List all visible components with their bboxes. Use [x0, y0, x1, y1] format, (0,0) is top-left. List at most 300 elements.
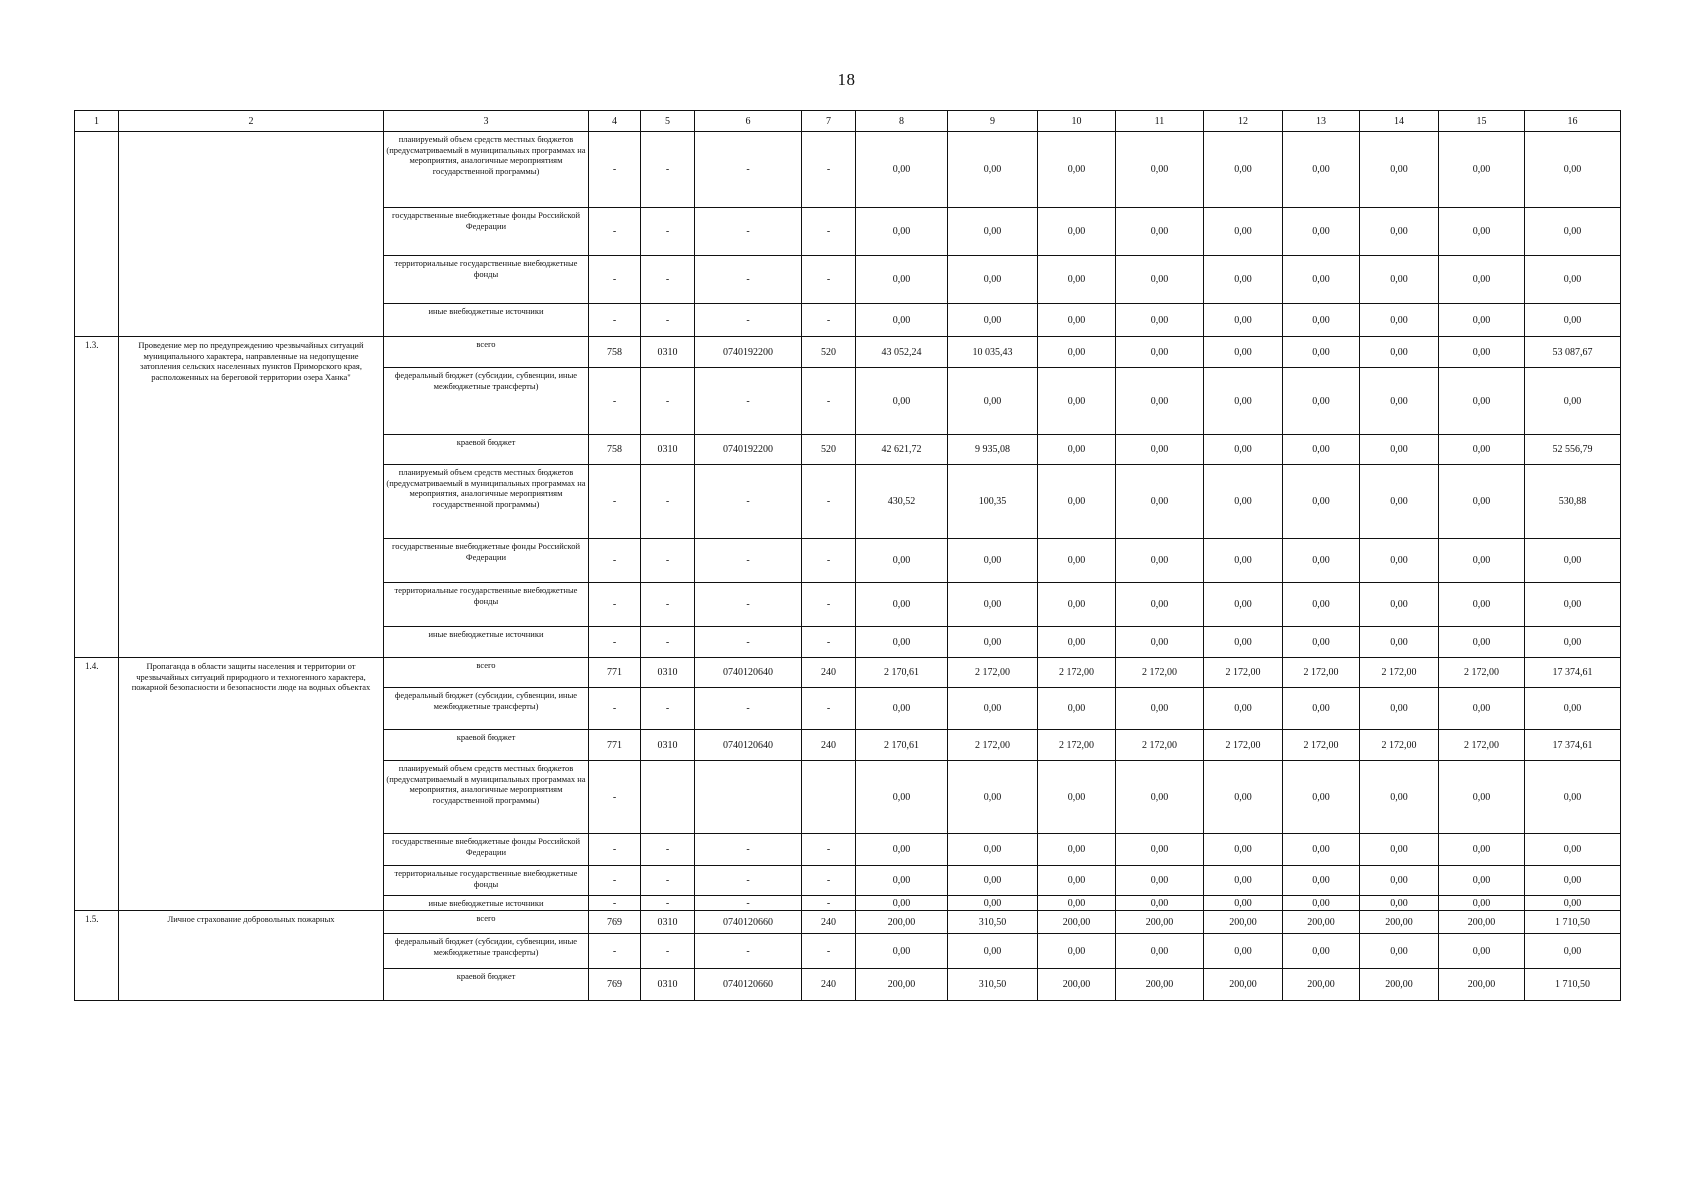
column-header: 14	[1360, 111, 1439, 132]
value-cell: -	[589, 465, 641, 539]
value-cell: 0,00	[1439, 465, 1525, 539]
value-cell: 52 556,79	[1525, 435, 1621, 465]
value-cell: -	[802, 132, 856, 208]
value-cell: 2 170,61	[856, 730, 948, 761]
value-cell: 2 170,61	[856, 658, 948, 688]
value-cell: 0,00	[948, 834, 1038, 866]
value-cell: 0740120640	[695, 658, 802, 688]
value-cell: 200,00	[1038, 911, 1116, 934]
value-cell: 0,00	[1283, 304, 1360, 337]
value-cell: 43 052,24	[856, 337, 948, 368]
value-cell: 0,00	[1525, 539, 1621, 583]
value-cell: 520	[802, 435, 856, 465]
value-cell: 0,00	[1116, 208, 1204, 256]
value-cell: -	[695, 866, 802, 896]
value-cell: 0,00	[856, 934, 948, 969]
value-cell: -	[802, 583, 856, 627]
value-cell: 0,00	[856, 896, 948, 911]
value-cell: 0,00	[1439, 132, 1525, 208]
value-cell: -	[695, 368, 802, 435]
value-cell: 0,00	[1525, 304, 1621, 337]
value-cell: -	[641, 368, 695, 435]
value-cell: 0,00	[1204, 866, 1283, 896]
value-cell: 0,00	[1439, 761, 1525, 834]
column-header: 10	[1038, 111, 1116, 132]
value-cell: 0,00	[1116, 627, 1204, 658]
funding-source-cell: территориальные государственные внебюджетные фонды	[384, 256, 589, 304]
value-cell: 0,00	[1439, 304, 1525, 337]
value-cell: 200,00	[1204, 969, 1283, 1001]
value-cell: 0,00	[1439, 368, 1525, 435]
value-cell: 240	[802, 911, 856, 934]
value-cell: 0,00	[1283, 866, 1360, 896]
value-cell: 100,35	[948, 465, 1038, 539]
value-cell: 0740192200	[695, 435, 802, 465]
value-cell: 0740120660	[695, 969, 802, 1001]
value-cell: -	[695, 465, 802, 539]
value-cell: 0,00	[1525, 761, 1621, 834]
value-cell: 1 710,50	[1525, 969, 1621, 1001]
value-cell: 0,00	[948, 368, 1038, 435]
value-cell: 0,00	[1360, 934, 1439, 969]
value-cell: 530,88	[1525, 465, 1621, 539]
value-cell: 0,00	[856, 761, 948, 834]
value-cell: -	[589, 896, 641, 911]
value-cell: 0,00	[1525, 934, 1621, 969]
funding-source-cell: планируемый объем средств местных бюджетов (предусматриваемый в муниципальных программах на мероприятия, аналогичные мероприятиям государственной программы)	[384, 465, 589, 539]
value-cell: 0,00	[1360, 304, 1439, 337]
value-cell: 771	[589, 658, 641, 688]
value-cell: 10 035,43	[948, 337, 1038, 368]
value-cell: 2 172,00	[1204, 730, 1283, 761]
value-cell: 0,00	[1439, 208, 1525, 256]
value-cell: 0,00	[1525, 688, 1621, 730]
column-header: 9	[948, 111, 1038, 132]
value-cell: 2 172,00	[1038, 658, 1116, 688]
value-cell: 0310	[641, 969, 695, 1001]
value-cell: 0,00	[1038, 465, 1116, 539]
funding-source-cell: всего	[384, 911, 589, 934]
activity-name-cell: Пропаганда в области защиты населения и территории от чрезвычайных ситуаций природного и техногенного характера, пожарной безопасности и безопасности люде на водных объектах	[119, 658, 384, 911]
value-cell: 2 172,00	[1439, 730, 1525, 761]
value-cell: 0,00	[1360, 208, 1439, 256]
value-cell	[802, 761, 856, 834]
value-cell: -	[641, 583, 695, 627]
funding-source-cell: всего	[384, 658, 589, 688]
value-cell: -	[802, 896, 856, 911]
page-number: 18	[837, 70, 856, 89]
value-cell: 200,00	[1439, 911, 1525, 934]
value-cell: 2 172,00	[1360, 730, 1439, 761]
value-cell: 0,00	[1360, 368, 1439, 435]
value-cell: -	[641, 132, 695, 208]
value-cell: 0310	[641, 911, 695, 934]
value-cell: 0,00	[1116, 896, 1204, 911]
value-cell: 0,00	[1038, 761, 1116, 834]
value-cell: 758	[589, 337, 641, 368]
value-cell: 0,00	[1360, 896, 1439, 911]
table-row	[75, 911, 1621, 934]
value-cell: 0,00	[1116, 256, 1204, 304]
value-cell: 0,00	[856, 132, 948, 208]
value-cell: -	[695, 132, 802, 208]
value-cell: 0,00	[1204, 627, 1283, 658]
value-cell: 0,00	[1116, 435, 1204, 465]
value-cell: -	[695, 304, 802, 337]
value-cell: 0,00	[1204, 934, 1283, 969]
value-cell: 0,00	[1038, 337, 1116, 368]
value-cell: 0,00	[856, 627, 948, 658]
value-cell: 0,00	[1283, 368, 1360, 435]
value-cell: 0,00	[1038, 132, 1116, 208]
value-cell: 0,00	[1360, 256, 1439, 304]
value-cell: -	[589, 368, 641, 435]
value-cell: 0,00	[1283, 934, 1360, 969]
value-cell: 0,00	[1525, 583, 1621, 627]
value-cell: 0,00	[1116, 539, 1204, 583]
value-cell: 771	[589, 730, 641, 761]
value-cell: -	[802, 304, 856, 337]
value-cell: 0,00	[1116, 132, 1204, 208]
value-cell: 2 172,00	[1204, 658, 1283, 688]
value-cell: 0,00	[1283, 435, 1360, 465]
value-cell: 0,00	[1283, 465, 1360, 539]
value-cell: 0,00	[948, 866, 1038, 896]
value-cell: 0,00	[1116, 368, 1204, 435]
funding-source-cell: краевой бюджет	[384, 435, 589, 465]
value-cell: -	[589, 834, 641, 866]
value-cell: 0,00	[1439, 934, 1525, 969]
value-cell: -	[589, 934, 641, 969]
value-cell: 0,00	[1204, 132, 1283, 208]
value-cell: 0,00	[856, 583, 948, 627]
value-cell: 0,00	[1283, 539, 1360, 583]
value-cell: 0,00	[1360, 539, 1439, 583]
value-cell: -	[641, 934, 695, 969]
value-cell: -	[641, 866, 695, 896]
value-cell: -	[802, 834, 856, 866]
value-cell: 0,00	[1439, 834, 1525, 866]
value-cell: -	[695, 256, 802, 304]
value-cell: -	[589, 132, 641, 208]
value-cell: 0310	[641, 730, 695, 761]
value-cell: -	[695, 583, 802, 627]
value-cell: -	[589, 866, 641, 896]
value-cell: 2 172,00	[948, 730, 1038, 761]
value-cell: 769	[589, 911, 641, 934]
item-number-cell: 1.4.	[75, 658, 119, 911]
value-cell: -	[641, 304, 695, 337]
value-cell: 0,00	[948, 896, 1038, 911]
column-header: 7	[802, 111, 856, 132]
value-cell: -	[802, 208, 856, 256]
value-cell: 0,00	[1038, 688, 1116, 730]
value-cell: 2 172,00	[1439, 658, 1525, 688]
value-cell: -	[641, 208, 695, 256]
column-header: 3	[384, 111, 589, 132]
column-header-row	[75, 111, 1621, 132]
value-cell: -	[695, 896, 802, 911]
value-cell: 0,00	[1283, 627, 1360, 658]
value-cell: -	[641, 627, 695, 658]
value-cell: 0,00	[1204, 761, 1283, 834]
value-cell: -	[641, 256, 695, 304]
value-cell: 200,00	[1360, 911, 1439, 934]
value-cell: 0,00	[1283, 256, 1360, 304]
item-number-cell: 1.3.	[75, 337, 119, 658]
value-cell: 0,00	[1360, 761, 1439, 834]
value-cell: 240	[802, 969, 856, 1001]
value-cell: 0,00	[1360, 583, 1439, 627]
value-cell: 0,00	[1439, 688, 1525, 730]
value-cell: 520	[802, 337, 856, 368]
value-cell: 0,00	[1116, 866, 1204, 896]
value-cell: 0,00	[1525, 256, 1621, 304]
value-cell: 0,00	[1116, 688, 1204, 730]
value-cell: -	[695, 688, 802, 730]
value-cell: 0,00	[1116, 934, 1204, 969]
column-header: 6	[695, 111, 802, 132]
value-cell: 0,00	[1038, 256, 1116, 304]
value-cell: 0,00	[948, 256, 1038, 304]
value-cell: -	[802, 934, 856, 969]
value-cell: 0,00	[856, 256, 948, 304]
value-cell: 0,00	[948, 583, 1038, 627]
value-cell: -	[589, 304, 641, 337]
funding-source-cell: территориальные государственные внебюджетные фонды	[384, 583, 589, 627]
value-cell: 0,00	[1204, 688, 1283, 730]
value-cell: 0,00	[948, 208, 1038, 256]
value-cell: 17 374,61	[1525, 658, 1621, 688]
value-cell: 0,00	[856, 208, 948, 256]
value-cell: 0,00	[1525, 866, 1621, 896]
value-cell: 0,00	[1283, 834, 1360, 866]
item-number-cell	[75, 132, 119, 337]
value-cell: 2 172,00	[1038, 730, 1116, 761]
value-cell: 42 621,72	[856, 435, 948, 465]
funding-source-cell: краевой бюджет	[384, 969, 589, 1001]
funding-source-cell: государственные внебюджетные фонды Российской Федерации	[384, 208, 589, 256]
value-cell: 0,00	[1525, 132, 1621, 208]
value-cell: 0,00	[1116, 834, 1204, 866]
funding-source-cell: планируемый объем средств местных бюджетов (предусматриваемый в муниципальных программах на мероприятия, аналогичные мероприятиям государственной программы)	[384, 132, 589, 208]
value-cell: 9 935,08	[948, 435, 1038, 465]
value-cell: 0,00	[1204, 834, 1283, 866]
value-cell	[695, 761, 802, 834]
value-cell: 0,00	[1116, 337, 1204, 368]
funding-source-cell: территориальные государственные внебюджетные фонды	[384, 866, 589, 896]
funding-source-cell: иные внебюджетные источники	[384, 304, 589, 337]
value-cell	[641, 761, 695, 834]
value-cell: -	[802, 465, 856, 539]
value-cell: 0,00	[856, 688, 948, 730]
value-cell: 2 172,00	[1283, 730, 1360, 761]
value-cell: 0,00	[856, 304, 948, 337]
value-cell: 0,00	[856, 368, 948, 435]
value-cell: -	[641, 834, 695, 866]
value-cell: 0,00	[1116, 465, 1204, 539]
value-cell: 0,00	[1360, 834, 1439, 866]
value-cell: 0740120660	[695, 911, 802, 934]
value-cell: 0,00	[1204, 465, 1283, 539]
value-cell: 0,00	[1439, 866, 1525, 896]
value-cell: -	[641, 465, 695, 539]
column-header: 15	[1439, 111, 1525, 132]
value-cell: 0,00	[1038, 934, 1116, 969]
value-cell: -	[589, 256, 641, 304]
value-cell: 2 172,00	[948, 658, 1038, 688]
activity-name-cell: Личное страхование добровольных пожарных	[119, 911, 384, 1001]
value-cell: 0,00	[1283, 761, 1360, 834]
value-cell: 0,00	[948, 304, 1038, 337]
value-cell: 2 172,00	[1116, 730, 1204, 761]
value-cell: 430,52	[856, 465, 948, 539]
value-cell: -	[589, 761, 641, 834]
funding-source-cell: государственные внебюджетные фонды Российской Федерации	[384, 834, 589, 866]
value-cell: 0,00	[1525, 834, 1621, 866]
value-cell: -	[641, 896, 695, 911]
value-cell: 240	[802, 658, 856, 688]
value-cell: 0,00	[1283, 208, 1360, 256]
value-cell: 0,00	[1038, 539, 1116, 583]
value-cell: 0,00	[1525, 368, 1621, 435]
value-cell: 200,00	[1360, 969, 1439, 1001]
value-cell: -	[589, 539, 641, 583]
column-header: 1	[75, 111, 119, 132]
value-cell: 0,00	[1525, 627, 1621, 658]
value-cell: -	[695, 834, 802, 866]
value-cell: 0,00	[1360, 465, 1439, 539]
column-header: 13	[1283, 111, 1360, 132]
funding-source-cell: всего	[384, 337, 589, 368]
value-cell: 0,00	[948, 688, 1038, 730]
value-cell: 240	[802, 730, 856, 761]
funding-source-cell: государственные внебюджетные фонды Российской Федерации	[384, 539, 589, 583]
value-cell: 0,00	[1439, 337, 1525, 368]
value-cell: 0,00	[1439, 583, 1525, 627]
value-cell: 0,00	[1360, 866, 1439, 896]
value-cell: 0740192200	[695, 337, 802, 368]
value-cell: 0,00	[856, 866, 948, 896]
value-cell: -	[641, 688, 695, 730]
value-cell: 200,00	[856, 969, 948, 1001]
value-cell: 0,00	[948, 761, 1038, 834]
value-cell: 200,00	[1283, 911, 1360, 934]
funding-source-cell: федеральный бюджет (субсидии, субвенции, иные межбюджетные трансферты)	[384, 368, 589, 435]
value-cell: 0,00	[1439, 539, 1525, 583]
value-cell: 0,00	[1038, 834, 1116, 866]
value-cell: 200,00	[1116, 911, 1204, 934]
value-cell: 200,00	[1204, 911, 1283, 934]
value-cell: 200,00	[1439, 969, 1525, 1001]
value-cell: 0310	[641, 658, 695, 688]
value-cell: 310,50	[948, 969, 1038, 1001]
value-cell: -	[802, 368, 856, 435]
value-cell: 0,00	[1038, 208, 1116, 256]
value-cell: 0,00	[1204, 435, 1283, 465]
value-cell: 0740120640	[695, 730, 802, 761]
value-cell: 200,00	[1038, 969, 1116, 1001]
value-cell: -	[802, 866, 856, 896]
table-row	[75, 658, 1621, 688]
value-cell: 0,00	[1038, 304, 1116, 337]
value-cell: -	[589, 688, 641, 730]
funding-source-cell: федеральный бюджет (субсидии, субвенции, иные межбюджетные трансферты)	[384, 934, 589, 969]
funding-source-cell: иные внебюджетные источники	[384, 896, 589, 911]
value-cell: 0,00	[1204, 304, 1283, 337]
budget-table	[74, 110, 1621, 1001]
value-cell: 0,00	[856, 834, 948, 866]
value-cell: 0,00	[1204, 208, 1283, 256]
value-cell: 0,00	[856, 539, 948, 583]
funding-source-cell: планируемый объем средств местных бюджетов (предусматриваемый в муниципальных программах на мероприятия, аналогичные мероприятиям государственной программы)	[384, 761, 589, 834]
value-cell: 0,00	[1283, 896, 1360, 911]
value-cell: 0,00	[1283, 337, 1360, 368]
value-cell: 0,00	[1038, 368, 1116, 435]
table-row	[75, 337, 1621, 368]
value-cell: -	[695, 627, 802, 658]
value-cell: 200,00	[856, 911, 948, 934]
value-cell: 758	[589, 435, 641, 465]
value-cell: 0,00	[948, 132, 1038, 208]
value-cell: 0,00	[1439, 435, 1525, 465]
value-cell: 0,00	[1038, 866, 1116, 896]
value-cell: 0,00	[1439, 256, 1525, 304]
value-cell: 0,00	[1204, 368, 1283, 435]
value-cell: 0,00	[1204, 539, 1283, 583]
value-cell: 0,00	[1038, 627, 1116, 658]
value-cell: -	[589, 208, 641, 256]
value-cell: 53 087,67	[1525, 337, 1621, 368]
value-cell: -	[695, 934, 802, 969]
value-cell: 0,00	[1360, 132, 1439, 208]
column-header: 4	[589, 111, 641, 132]
value-cell: 1 710,50	[1525, 911, 1621, 934]
value-cell: 0,00	[1116, 304, 1204, 337]
value-cell: 0,00	[1116, 583, 1204, 627]
value-cell: 17 374,61	[1525, 730, 1621, 761]
value-cell: -	[695, 208, 802, 256]
funding-source-cell: иные внебюджетные источники	[384, 627, 589, 658]
value-cell: 310,50	[948, 911, 1038, 934]
column-header: 8	[856, 111, 948, 132]
value-cell: 0,00	[1360, 435, 1439, 465]
value-cell: 2 172,00	[1360, 658, 1439, 688]
table-row	[75, 132, 1621, 208]
value-cell: -	[589, 583, 641, 627]
value-cell: 0,00	[1204, 896, 1283, 911]
value-cell: 0,00	[1204, 583, 1283, 627]
value-cell: -	[802, 627, 856, 658]
activity-name-cell	[119, 132, 384, 337]
value-cell: -	[589, 627, 641, 658]
value-cell: 0,00	[948, 934, 1038, 969]
column-header: 16	[1525, 111, 1621, 132]
value-cell: 0,00	[1204, 256, 1283, 304]
value-cell: 0,00	[948, 627, 1038, 658]
value-cell: 0,00	[1116, 761, 1204, 834]
value-cell: -	[802, 256, 856, 304]
value-cell: -	[641, 539, 695, 583]
value-cell: 2 172,00	[1283, 658, 1360, 688]
value-cell: 0,00	[1204, 337, 1283, 368]
value-cell: 0,00	[1038, 896, 1116, 911]
value-cell: 0,00	[1038, 435, 1116, 465]
item-number-cell: 1.5.	[75, 911, 119, 1001]
value-cell: 769	[589, 969, 641, 1001]
column-header: 2	[119, 111, 384, 132]
column-header: 12	[1204, 111, 1283, 132]
